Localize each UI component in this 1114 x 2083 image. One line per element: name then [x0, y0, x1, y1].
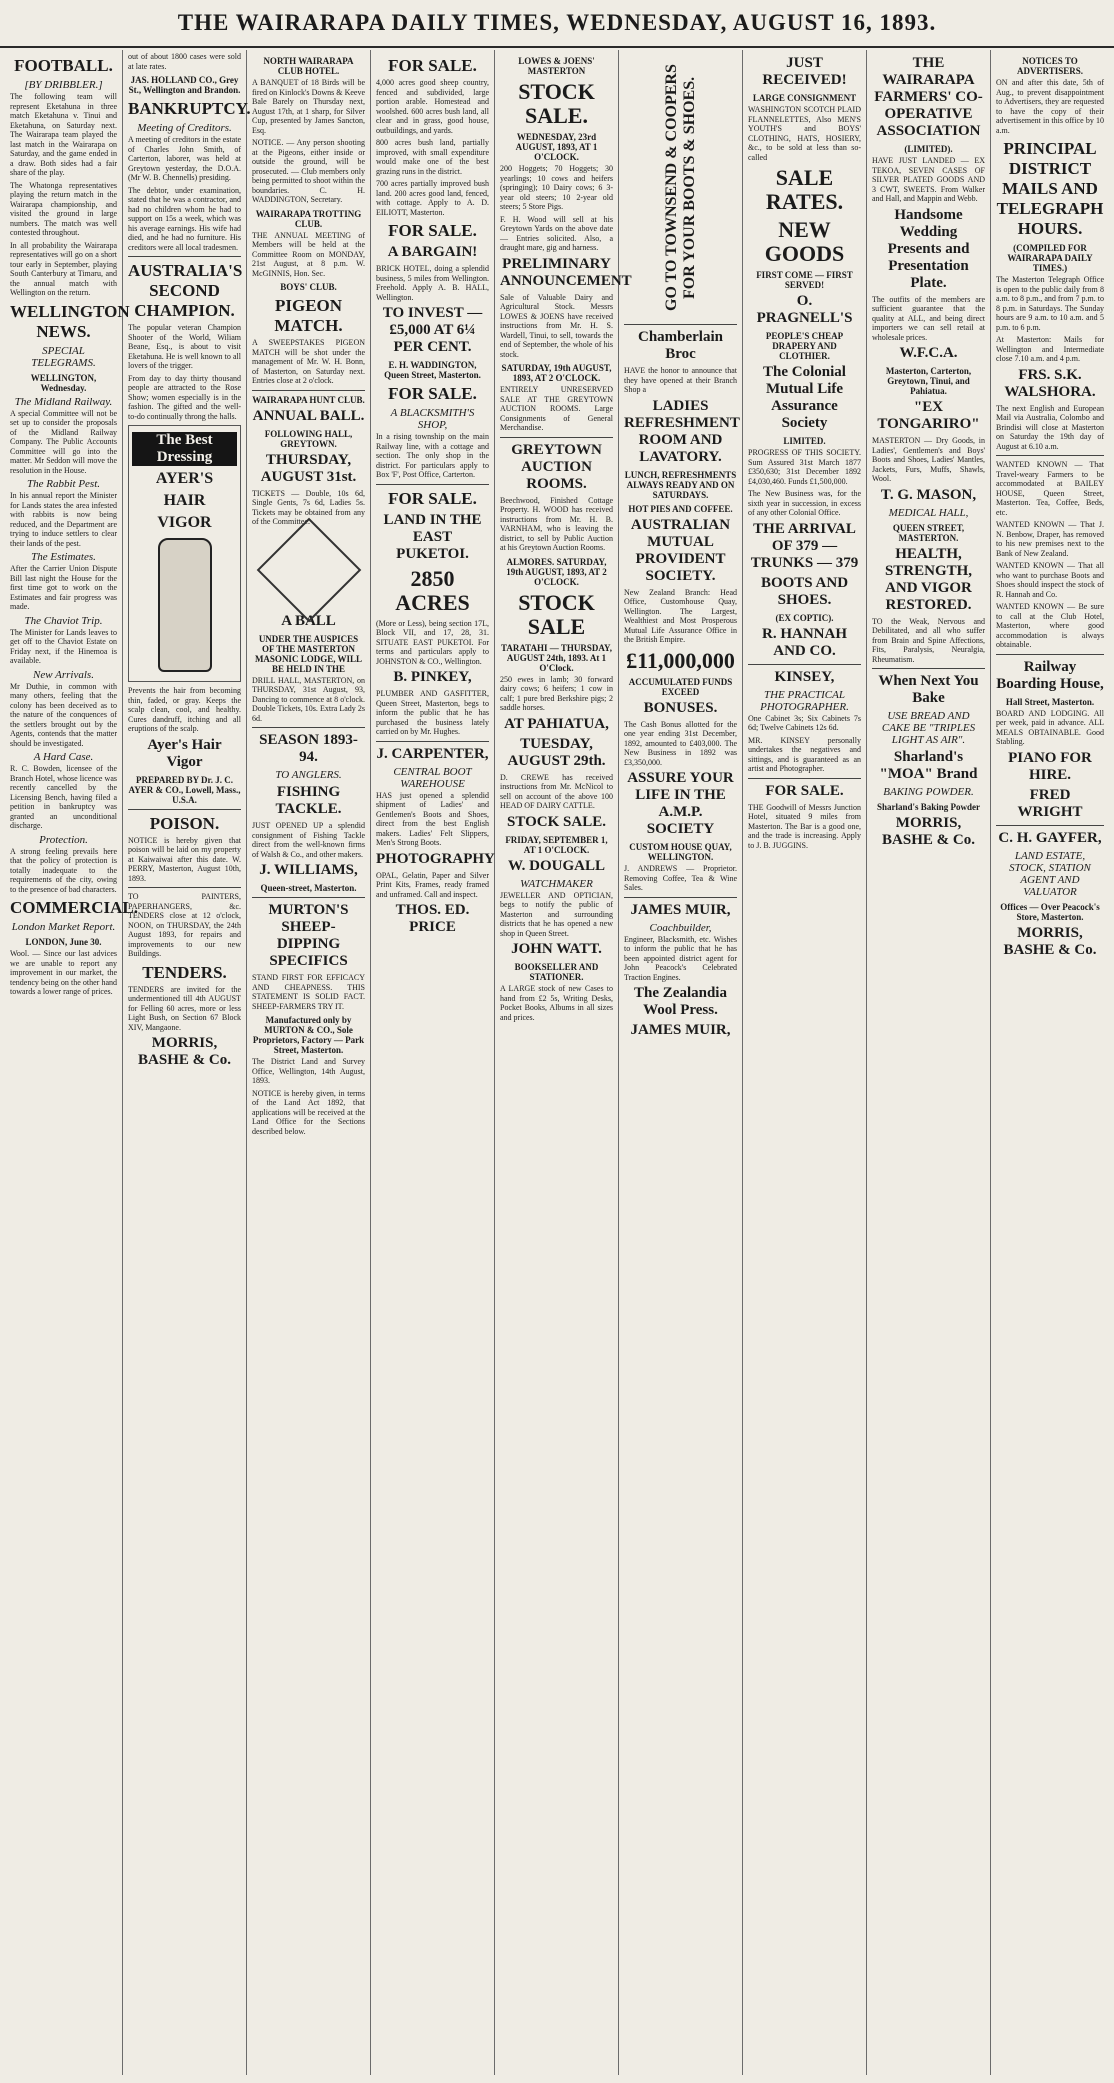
small-caps-line: Hall Street, Masterton. — [1005, 696, 1095, 707]
small-caps-line: PEOPLE'S CHEAP DRAPERY AND CLOTHIER. — [765, 331, 844, 361]
body-text: The popular veteran Champion Shooter of the World, Wiliam Beane, Esq., is about to visit Eketahuna. He is well known to all lovers of the trigger. — [128, 323, 241, 370]
advert-headline: MURTON'S SHEEP-DIPPING SPECIFICS — [268, 902, 349, 969]
advert-headline: Sharland's "MOA" Brand — [879, 749, 978, 782]
body-text: 800 acres bush land, partially improved, with small expenditure would make one of the best grazing runs in the district. — [376, 138, 489, 176]
small-caps-line: CUSTOM HOUSE QUAY, WELLINGTON. — [629, 842, 732, 862]
body-text: NOTICE is hereby given, in terms of the Land Act 1892, that applications will be received at the Land Office for the Sections described below. — [252, 1088, 365, 1136]
advert-headline: GREYTOWN AUCTION ROOMS. — [511, 441, 602, 492]
vertical-advert-text: GO TO TOWNSEND & COOPERS FOR YOUR BOOTS & SHOES. — [662, 64, 698, 312]
small-caps-line: Sharland's Baking Powder — [876, 802, 981, 812]
subheading: SPECIAL TELEGRAMS. — [31, 344, 96, 369]
subheading: WATCHMAKER — [520, 877, 593, 890]
advert-headline: HEALTH, STRENGTH, AND VIGOR RESTORED. — [884, 545, 973, 613]
advert-headline: W. DOUGALL — [508, 857, 605, 874]
section-heading: WELLINGTON NEWS. — [10, 301, 130, 341]
body-text: F. H. Wood will sell at his Greytown Yards on the above date — Entries solicited. Also, a draught mare, gig and harness. — [500, 214, 613, 252]
body-text: NOTICE is hereby given that poison will be laid on my property at Kaiwaiwai after this date. W. PERRY, Masterton, August 10th, 1893. — [128, 835, 241, 883]
advert-line: VIGOR — [157, 514, 212, 531]
body-text: The debtor, under examination, stated that he was a contractor, and had no children whom he had to support on 15s a week, which was his average earnings. His wife had died, and he had no furniture. His creditors were all local tradesmen. — [128, 185, 241, 252]
advert-headline: When Next You Bake — [878, 673, 979, 706]
subheading: Coachbuilder, — [649, 921, 712, 934]
section-heading: FOR SALE. — [388, 56, 477, 75]
advert-headline: Handsome Wedding Presents and Presentation Plate. — [887, 206, 970, 291]
column-6 — [619, 50, 743, 2075]
small-caps-line: LUNCH, REFRESHMENTS ALWAYS READY AND ON SATURDAYS. — [624, 469, 737, 500]
small-caps-line: WELLINGTON, Wednesday. — [30, 372, 97, 393]
body-text: THE Goodwill of Messrs Junction Hotel, situated 9 miles from Masterton. The Bar is a good one, and the trade is increasing. Apply to J. B. JUGGINS. — [748, 802, 861, 850]
advert-headline: Ayer's Hair Vigor — [147, 736, 222, 770]
subheading: TO ANGLERS. — [275, 769, 342, 781]
body-text: The next English and European Mail via Australia, Colombo and Brindisi will close at Masterton on Saturday the 19th day of August at 6.10 a.m. — [996, 403, 1104, 451]
advert-headline: THE ARRIVAL OF 379 — TRUNKS — 379 — [750, 520, 859, 571]
body-text: In his annual report the Minister for Lands states the area infested with rabbits is now being reduced, and the Department are trying to induce settlers to clear their lands of the pest. — [10, 491, 117, 548]
body-text: Engineer, Blacksmith, etc. Wishes to inform the public that he has been appointed district agent for John Peacock's Celebrated Traction Engines. — [624, 934, 737, 982]
small-caps-line: WAIRARAPA TROTTING CLUB. — [255, 208, 362, 229]
divider — [376, 484, 489, 485]
body-text: A strong feeling prevails here that the policy of protection is totally inadequate to the requirements of the city, owing to the presence of bad characters. — [10, 846, 117, 894]
body-text: ON and after this date, 5th of Aug., to prevent disappointment to Advertisers, they are requested to have the copy of their advertisement in this office by 10 a.m. — [996, 78, 1104, 135]
body-text: 700 acres partially improved bush land. 200 acres good land, fenced, with cottage. Apply to A. D. EILIOTT, Masterton. — [376, 179, 489, 217]
advert-headline: MORRIS, BASHE & Co. — [1003, 924, 1097, 958]
small-caps-line: WEDNESDAY, 23rd AUGUST, 1893, AT 1 O'CLOCK. — [515, 132, 598, 162]
body-text: One Cabinet 3s; Six Cabinets 7s 6d; Twelve Cabinets 12s 6d. — [748, 713, 861, 732]
body-text: WASHINGTON SCOTCH PLAID FLANNELETTES, Also MEN'S YOUTH'S and BOYS' CLOTHING, HATS, HOSIERY, &c., to be sold at less than so-called — [748, 105, 861, 162]
body-text: HAVE the honor to announce that they have opened at their Branch Shop a — [624, 366, 737, 394]
advert-headline: JOHN WATT. — [511, 941, 602, 957]
divider — [996, 455, 1104, 456]
advert-headline: FRS. S.K. WALSHORA. — [1004, 366, 1096, 400]
subheading: THE PRACTICAL PHOTOGRAPHER. — [760, 688, 849, 713]
body-text: out of about 1800 cases were sold at late rates. — [128, 52, 241, 71]
byline: [BY DRIBBLER.] — [24, 79, 103, 91]
body-text: WANTED KNOWN — That all who want to purchase Boots and Shoes should inspect the stock of R. Hannah and Co. — [996, 561, 1104, 599]
advert-headline: FRED WRIGHT — [1017, 786, 1083, 820]
small-caps-line: JAS. HOLLAND CO., Grey St., Wellington and Brandon. — [128, 75, 241, 95]
small-caps-line: Queen-street, Masterton. — [260, 883, 357, 893]
divider — [748, 778, 861, 779]
subheading: LAND ESTATE, STOCK, STATION AGENT AND VALUATOR — [1009, 849, 1091, 898]
advert-headline: STOCK SALE. — [507, 813, 606, 830]
small-caps-line: BOYS' CLUB. — [280, 282, 337, 292]
body-text: TO the Weak, Nervous and Debilitated, and all who suffer from Brain and Spine Affections, Fits, Paralysis, Neuralgia, Rheumatism. — [872, 616, 985, 664]
column-9 — [991, 50, 1109, 2075]
subheading: A Hard Case. — [33, 751, 94, 763]
advert-headline: The Colonial Mutual Life Assurance Society — [763, 364, 846, 431]
body-text: Sale of Valuable Dairy and Agricultural Stock. Messrs LOWES & JOENS have received instructions from Mr. H. S. Wardell, Tinui, to sell, towards the end of September, the whole of his stock. — [500, 292, 613, 359]
body-text: MASTERTON — Dry Goods, in Ladies', Gentlemen's and Boys' Boots and Shoes, Ladies' Mantles, Jackets, Furs, Muffs, Shawls, Wool. — [872, 436, 985, 483]
advert-headline: JUST RECEIVED! — [762, 55, 847, 88]
advert-big-headline: NEW GOODS — [764, 217, 845, 266]
advert-headline: KINSEY, — [774, 668, 835, 685]
body-text: The Cash Bonus allotted for the one year ending 31st December, 1892, amounted to £403,000. The New Business in 1892 was £3,350,000. — [624, 719, 737, 767]
column-2 — [123, 50, 251, 2075]
subheading: The Rabbit Pest. — [26, 478, 101, 490]
advert-headline: PRELIMINARY ANNOUNCEMENT — [500, 255, 632, 289]
advert-line: AYER'S — [155, 470, 214, 487]
advert-headline: AT PAHIATUA, — [504, 715, 609, 732]
section-heading: COMMERCIAL. — [10, 898, 138, 917]
advert-banner: The Best Dressing — [132, 432, 237, 466]
subheading: CENTRAL BOOT WAREHOUSE — [393, 765, 472, 790]
subheading: Meeting of Creditors. — [137, 122, 232, 134]
small-caps-line: E. H. WADDINGTON, Queen Street, Masterton. — [384, 360, 481, 380]
body-text: TO PAINTERS, PAPERHANGERS, &c. TENDERS close at 12 o'clock, NOON, on THURSDAY, the 24th August 1893, for repairs and improvements to our new Buildings. — [128, 892, 241, 958]
advert-headline: MORRIS, BASHE & Co. — [882, 815, 975, 848]
body-text: 250 ewes in lamb; 30 forward dairy cows; 6 heifers; 1 cow in calf; 1 pure bred Berkshire pigs; 2 saddle horses. — [500, 674, 613, 712]
body-text: 4,000 acres good sheep country, fenced and subdivided, large portion arable. Homestead and woolshed. 600 acres bush land, all clear and in grass, good house, outbuildings, and yards. — [376, 78, 489, 135]
subheading: USE BREAD AND CAKE BE "TRIPLES LIGHT AS AIR". — [881, 710, 976, 746]
body-text: THE ANNUAL MEETING of Members will be held at the Committee Room on MONDAY, 21st August, at 8 p.m. W. McGINNIS, Hon. Sec. — [252, 230, 365, 278]
column-8 — [867, 50, 991, 2075]
body-text: The outfits of the members are sufficient guarantee that the quality at ALL, and being direct importers we can sell retail at wholesale prices. — [872, 294, 985, 342]
section-heading: POISON. — [149, 813, 220, 833]
divider — [128, 256, 241, 257]
body-text: NOTICE. — Any person shooting at the Pigeons, either inside or outside the ground, will be prosecuted. — Club members only being permitted to shoot within the boundaries. C. H. WADDINGTON, Secretary. — [252, 138, 365, 204]
body-text: BRICK HOTEL, doing a splendid business, 5 miles from Wellington. Freehold. Apply A. B. HALL, Wellington. — [376, 264, 489, 302]
body-text: D. CREWE has received instructions from Mr. McNicol to sell on account of the above 100 HEAD OF DAIRY CATTLE. — [500, 772, 613, 810]
ayers-hair-vigor-advert — [128, 425, 241, 682]
advert-headline: BOOTS AND SHOES. — [760, 574, 849, 608]
column-5 — [495, 50, 632, 2075]
body-text: At Masterton: Mails for Wellington and Intermediate close 7.10 a.m. and 4 p.m. — [996, 335, 1104, 363]
small-caps-line: (EX COPTIC). — [775, 612, 834, 623]
masonic-ball-advert — [252, 533, 365, 630]
small-caps-line: Manufactured only by MURTON & CO., Sole Proprietors, Factory — Park Street, Masterton. — [252, 1015, 365, 1055]
section-heading: FOOTBALL. — [14, 56, 113, 75]
column-1 — [5, 50, 138, 2075]
advert-headline: O. PRAGNELL'S — [756, 293, 853, 326]
body-text: A LARGE stock of new Cases to hand from £2 5s, Writing Desks, Pocket Books, Albums in all sizes and prices. — [500, 984, 613, 1022]
body-text: MR. KINSEY personally undertakes the negatives and sittings, and is guaranteed as an artist and Photographer. — [748, 735, 861, 773]
body-text: Beechwood, Finished Cottage Property. H. WOOD has received instructions from Mr. H. B. VARNHAM, who is leaving the district, to sell by Public Auction at his Greytown Auction Rooms. — [500, 495, 613, 552]
divider — [376, 741, 489, 742]
advert-headline: LAND IN THE EAST PUKETOI. — [383, 511, 482, 562]
advert-headline: BONUSES. — [643, 699, 718, 716]
subheading: The Estimates. — [31, 551, 96, 563]
body-text: ENTIRELY UNRESERVED SALE AT THE GREYTOWN AUCTION ROOMS. Large Consignments of General Merchandise. — [500, 385, 613, 432]
small-caps-line: ALMORES. SATURDAY, 19th AUGUST, 1893, AT 2 O'CLOCK. — [506, 556, 607, 587]
advert-headline: Railway Boarding House, — [996, 658, 1104, 692]
section-heading: PIGEON MATCH. — [274, 296, 343, 335]
small-caps-line: UNDER THE AUSPICES OF THE MASTERTON MASONIC LODGE, WILL BE HELD IN THE — [254, 633, 363, 674]
body-text: Mr Duthie, in common with many others, feeling that the colony has been deceived as to the nature of the conquences of the settlers brought out by the Agents, contends that the matter should be investigated. — [10, 681, 117, 748]
small-caps-line: HOT PIES AND COFFEE. — [628, 503, 733, 514]
subheading: New Arrivals. — [33, 668, 94, 681]
body-text: A special Committee will not be set up to consider the proposals of the Midland Railway Company. The Public Accounts Committee will go into the matter. Mr Seddon will move the resolution in the House. — [10, 408, 117, 475]
body-text: A BANQUET of 18 Birds will be fired on Kinlock's Downs & Keeve Bale Barely on Thursday next, August 17th, at 1 sharp, for Silver Cup, presented by James Sancton, Esq. — [252, 78, 365, 135]
section-heading: FOR SALE. — [388, 384, 477, 403]
advert-headline: A BALL — [281, 612, 336, 629]
subheading: London Market Report. — [11, 921, 116, 933]
advert-big-headline: 2850 ACRES — [395, 565, 470, 615]
section-heading: PRINCIPAL DISTRICT MAILS AND TELEGRAPH HOURS. — [996, 139, 1104, 238]
advert-headline: B. PINKEY, — [393, 669, 472, 685]
body-text: The New Business was, for the sixth year in succession, in excess of any other Colonial Office. — [748, 489, 861, 517]
small-caps-line: LIMITED. — [783, 436, 826, 446]
masonic-emblem-icon — [256, 517, 361, 622]
small-caps-line: WAIRARAPA HUNT CLUB. — [252, 394, 365, 405]
body-text: In a rising township on the main Railway line, with a cottage and section. The only shop in the district. For particulars apply to Box 'F', Post Office, Carterton. — [376, 432, 489, 479]
advert-headline: "EX TONGARIRO" — [877, 399, 980, 432]
advert-headline: T. G. MASON, — [880, 486, 977, 503]
body-text: Wool. — Since our last advices we are unable to report any improvement in our market, the tendency being on the other hand towards a lower range of prices. — [10, 949, 117, 996]
section-heading: FOR SALE. — [388, 488, 477, 508]
advert-headline: C. H. GAYFER, — [998, 829, 1102, 846]
body-text: JUST OPENED UP a splendid consignment of Fishing Tackle direct from the well-known firms of Walsh & Co., and other makers. — [252, 821, 365, 859]
divider — [500, 437, 613, 438]
section-heading: TENDERS. — [142, 962, 227, 982]
body-text: The Minister for Lands leaves to get off to the Chaviot Estate on Friday next, if the Hinemoa is available. — [10, 627, 117, 665]
body-text: J. ANDREWS — Proprietor. Removing Coffee, Tea & Wine Sales. — [624, 864, 737, 892]
small-caps-line: NOTICES TO ADVERTISERS. — [1017, 56, 1083, 76]
advert-headline: SEASON 1893-94. — [259, 732, 358, 765]
advert-headline: ANNUAL BALL. — [252, 407, 365, 424]
divider — [624, 324, 737, 325]
small-caps-line: BOOKSELLER AND STATIONER. — [514, 962, 599, 982]
advert-headline: A BARGAIN! — [387, 244, 478, 260]
advert-headline: FOR SALE. — [765, 782, 844, 799]
body-text: New Zealand Branch: Head Office, Customhouse Quay, Wellington. The Largest, Wealthiest and Most Prosperous Mutual Life Assurance Office in the British Empire. — [624, 587, 737, 644]
body-text: HAS just opened a splendid shipment of Ladies' and Gentlemen's Boots and Shoes, direct from the best English makers. Ladies' Felt Slippers, Men's Strong Boots. — [376, 790, 489, 847]
small-caps-line: LARGE CONSIGNMENT — [752, 93, 857, 103]
small-caps-line: ACCUMULATED FUNDS EXCEED — [628, 676, 733, 697]
divider — [252, 390, 365, 391]
small-caps-line: Offices — Over Peacock's Store, Masterton. — [1000, 901, 1100, 922]
divider — [872, 668, 985, 669]
column-4 — [371, 50, 495, 2075]
advert-headline: JAMES MUIR, — [630, 901, 731, 918]
body-text: (More or Less), being section 17L, Block VII, and 17, 28, 31. SITUATE EAST PUKETOI. For terms and particulars apply to JOHNSTON & CO., Wellington. — [376, 618, 489, 666]
body-text: The following team will represent Eketahuna in three match Eketahuna v. Tinui and Eketahuna, on Saturday next. The Wairarapa team played the last match in the Wairarapa on Saturday, and the game ended in a draw. Both sides had a fair share of the play. — [10, 92, 117, 177]
advert-headline: PHOTOGRAPHY — [376, 850, 495, 867]
body-text: A SWEEPSTAKES PIGEON MATCH will be shot under the management of Mr. W. H. Bonn, of Masterton, on Saturday next. Entries close at 2 o'clock. — [252, 338, 365, 385]
divider — [128, 887, 241, 888]
advert-headline: THURSDAY, AUGUST 31st. — [260, 451, 357, 485]
column-7 — [743, 50, 867, 2075]
body-text: R. C. Bowden, licensee of the Branch Hotel, whose licence was recently cancelled by the Licensing Bench, having filed a petition in bankruptcy was granted an unconditional discharge. — [10, 764, 117, 830]
small-caps-line: FOLLOWING HALL, GREYTOWN. — [264, 428, 353, 449]
advert-big-headline: SALE RATES. — [765, 165, 844, 214]
advert-headline: Chamberlain Broc — [637, 329, 723, 362]
body-text: After the Carrier Union Dispute Bill last night the House for the first time got to work on the Estimates and fair progress was made. — [10, 564, 117, 611]
divider — [996, 825, 1104, 826]
small-caps-line: FRIDAY, SEPTEMBER 1, AT 1 O'CLOCK. — [505, 834, 608, 855]
body-text: PLUMBER AND GASFITTER, Queen Street, Masterton, begs to inform the public that he has purchased the business lately carried on by Mr. Hughes. — [376, 689, 489, 736]
small-caps-line: SATURDAY, 19th AUGUST, 1893, AT 2 O'CLOCK. — [501, 363, 612, 383]
advert-headline: R. HANNAH AND CO. — [762, 625, 847, 659]
divider — [252, 897, 365, 898]
advert-headline: AUSTRALIAN MUTUAL PROVIDENT SOCIETY. — [630, 516, 731, 584]
subheading: BAKING POWDER. — [883, 786, 974, 798]
divider — [748, 664, 861, 665]
bottle-icon — [158, 538, 212, 672]
small-caps-line: TARATAHI — THURSDAY, AUGUST 24th, 1893. At 1 O'Clock. — [501, 642, 612, 673]
advert-headline: FISHING TACKLE. — [275, 784, 342, 817]
body-text: A meeting of creditors in the estate of Charles John Smith, of Carterton, laborer, was held at Greytown yesterday, the D.O.A. (Mr W. B. Chennells) presiding. — [128, 135, 241, 182]
divider — [252, 727, 365, 728]
subheading: The Midland Railway. — [14, 395, 113, 408]
body-text: TENDERS are invited for the undermentioned till 4th AUGUST for Felling 60 acres, more or less Light Bush, on Section 67 Block XIV, Mangaone. — [128, 984, 241, 1032]
body-text: 200 Hoggets; 70 Hoggets; 30 yearlings; 10 cows and heifers (springing); 10 Dairy cows; 6 3-year old steers; 10 2-year old steers; 5 Store Pigs. — [500, 164, 613, 211]
body-text: DRILL HALL, MASTERTON, on THURSDAY, 31st August, 93, Dancing to commence at 8 o'clock. Double Tickets, 10s. Extra Lady 2s 6d. — [252, 675, 365, 723]
body-text: TICKETS — Double, 10s 6d, Single Gents, 7s 6d, Ladies 5s. Tickets may be obtained from any of the Committee. — [252, 488, 365, 526]
advert-headline: TO INVEST — £5,000 AT 6¼ PER CENT. — [382, 305, 483, 355]
advert-headline: THOS. ED. PRICE — [395, 902, 470, 935]
advert-big-headline: STOCK SALE. — [518, 79, 595, 128]
body-text: STAND FIRST FOR EFFICACY AND CHEAPNESS. THIS STATEMENT IS SOLID FACT. SHEEP-FARMERS TRY IT. — [252, 973, 365, 1011]
body-text: HAVE JUST LANDED — EX TEKOA, SEVEN CASES OF SILVER PLATED GOODS AND 3 CWT, SWEETS. From Walker and Hall, and Mappin and Webb. — [872, 156, 985, 203]
divider — [128, 809, 241, 810]
small-caps-line: (LIMITED). — [904, 144, 953, 154]
column-3 — [247, 50, 371, 2075]
masthead-title: THE WAIRARAPA DAILY TIMES, WEDNESDAY, AUGUST 16, 1893. — [177, 10, 937, 35]
advert-headline: TUESDAY, AUGUST 29th. — [507, 735, 606, 769]
advert-headline: ASSURE YOUR LIFE IN THE A.M.P. SOCIETY — [627, 770, 734, 837]
advert-big-headline: STOCK SALE — [518, 589, 595, 639]
advert-headline: PIANO FOR HIRE. — [1008, 749, 1092, 783]
body-text: The Whatonga representatives playing the return match in the Wairarapa championship, and visited the ground in large numbers. The match was well contested throughout. — [10, 180, 117, 237]
divider — [996, 654, 1104, 655]
advert-headline: LADIES REFRESHMENT ROOM AND LAVATORY. — [624, 397, 740, 465]
small-caps-line: PREPARED BY Dr. J. C. AYER & CO., Lowell, Mass., U.S.A. — [128, 774, 241, 805]
section-heading: BANKRUPTCY. — [128, 99, 251, 118]
masthead — [0, 0, 1114, 48]
body-text: JEWELLER AND OPTICIAN, begs to notify the public of Masterton and surrounding districts that he has opened a new shop in Queen Street. — [500, 890, 613, 938]
advert-headline: MORRIS, BASHE & Co. — [138, 1035, 231, 1068]
body-text: In all probability the Wairarapa representatives will go on a short tour early in September, playing South Canterbury at Timaru, and the annual match with Wellington on the return. — [10, 240, 117, 297]
section-heading: AUSTRALIA'S SECOND CHAMPION. — [128, 261, 243, 320]
subheading: The Chaviot Trip. — [24, 614, 103, 627]
body-text: PROGRESS OF THIS SOCIETY. Sum Assured 31st March 1877 £350,630; 31st December 1892 £4,030,460. Funds £1,500,000. — [748, 448, 861, 486]
divider — [624, 897, 737, 898]
section-heading: FOR SALE. — [388, 221, 477, 240]
advert-headline: J. WILLIAMS, — [259, 862, 358, 878]
body-text: WANTED KNOWN — That J. N. Benbow, Draper, has removed to his new premises next to the Bank of New Zealand. — [996, 520, 1104, 558]
small-caps-line: FIRST COME — FIRST SERVED! — [756, 270, 853, 290]
advert-headline: J. CARPENTER, — [376, 745, 489, 762]
body-text: Prevents the hair from becoming thin, faded, or gray. Keeps the scalp clean, cool, and healthy. Cures dandruff, itching and all eruptions of the scalp. — [128, 686, 241, 733]
body-text: WANTED KNOWN — Be sure to call at the Club Hotel, Masterton, where good accommodation is always obtainable. — [996, 602, 1104, 649]
small-caps-line: Masterton, Carterton, Greytown, Tinui, and Pahiatua. — [885, 366, 972, 396]
body-text: From day to day thirty thousand people are attracted to the Rose Show; women especially is in the fashion. The gifted and the well-to-do continually throng the halls. — [128, 373, 241, 421]
advert-headline: JAMES MUIR, — [630, 1022, 731, 1038]
advert-line: HAIR — [163, 492, 206, 509]
body-text: BOARD AND LODGING. All per week, paid in advance. ALL MEALS OBTAINABLE. Good Stabling. — [996, 708, 1104, 746]
advert-big-headline: £11,000,000 — [626, 647, 735, 673]
subheading: A BLACKSMITH'S SHOP, — [390, 407, 475, 431]
advert-headline: The Zealandia Wool Press. — [634, 985, 727, 1018]
body-text: The Masterton Telegraph Office is open to the public daily from 8 a.m. to 8 p.m., and from 7 p.m. to 8 p.m. in Saturdays. The Sunday hours are 9 a.m. to 10 a.m. and 5 p.m. to 6 p.m. — [996, 275, 1104, 332]
body-text: The District Land and Survey Office, Wellington, 14th August, 1893. — [252, 1057, 365, 1085]
small-caps-line: LOWES & JOENS' MASTERTON — [518, 56, 595, 76]
body-text: OPAL, Gelatin, Paper and Silver Print Kits, Frames, ready framed and unframed. Call and inspect. — [376, 870, 489, 899]
subheading: MEDICAL HALL, — [888, 506, 969, 519]
small-caps-line: QUEEN STREET, MASTERTON. — [892, 522, 965, 543]
body-text: WANTED KNOWN — That Travel-weary Farmers to be accommodated at BAILEY HOUSE, Queen Street, Masterton. Tea, Coffee, Beds, etc. — [996, 460, 1104, 517]
small-caps-line: NORTH WAIRARAPA CLUB HOTEL. — [263, 56, 354, 76]
advert-headline: THE WAIRARAPA FARMERS' CO-OPERATIVE ASSOCIATION — [874, 55, 983, 139]
subheading: Protection. — [39, 833, 88, 846]
small-caps-line: (COMPILED FOR WAIRARAPA DAILY TIMES.) — [1007, 243, 1093, 273]
small-caps-line: LONDON, June 30. — [25, 937, 102, 947]
advert-headline: W.F.C.A. — [899, 345, 958, 361]
